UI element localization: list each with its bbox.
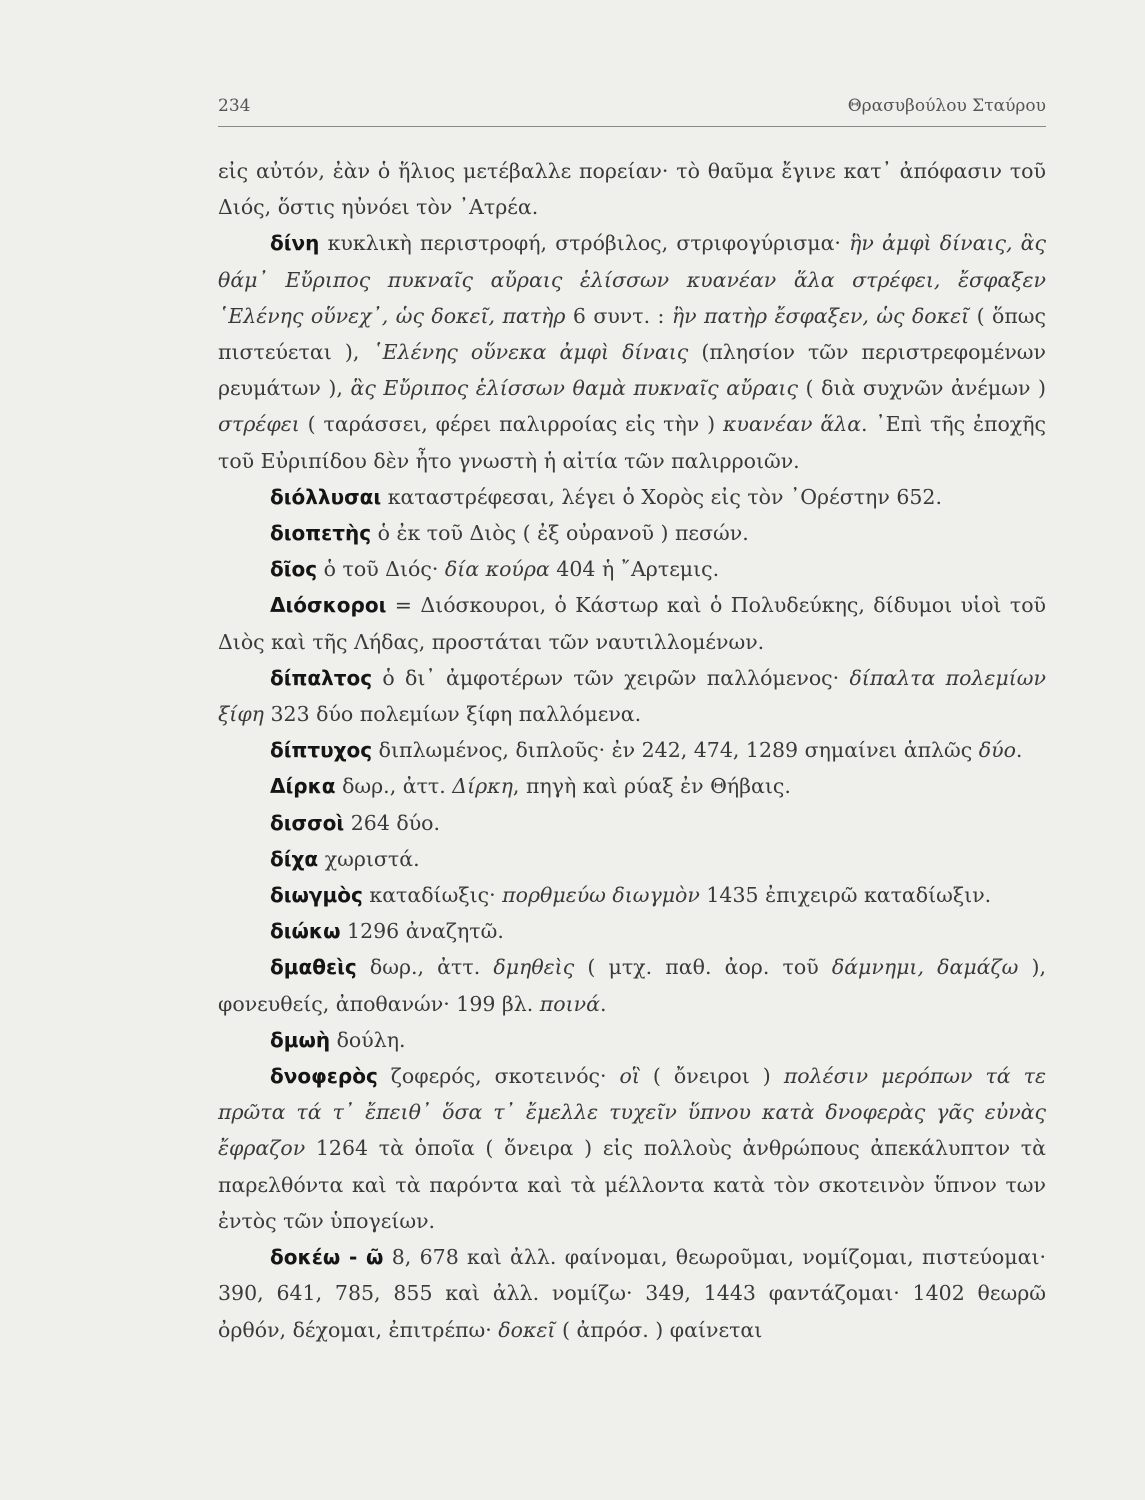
entry-headword: Διόσκοροι bbox=[270, 593, 387, 618]
entry-text: 8, 678 καὶ ἀλλ. φαίνομαι, θεωροῦμαι, νομίζομαι, πιστεύομαι· 390, 641, 785, 855 καὶ ἀλλ. νομίζω· 349, 1443 φαντάζομαι· 1402 θεωρῶ ὀρθόν, δέχομαι, ἐπιτρέπω· bbox=[218, 1245, 1046, 1342]
quoted-verse: δία κούρα bbox=[444, 557, 550, 582]
entry-text: δωρ., ἀττ. bbox=[335, 774, 453, 799]
entry-text: ὁ δι᾽ ἀμφοτέρων τῶν χειρῶν παλλόμενος· bbox=[372, 665, 850, 690]
entry-text: καταδίωξις· bbox=[362, 883, 503, 908]
entry-text: κυκλικὴ περιστροφή, στρόβιλος, στριφογύρισμα· bbox=[319, 231, 850, 256]
glossary-entry bbox=[218, 225, 1046, 478]
glossary-entry bbox=[218, 587, 1046, 659]
entry-text: ζοφερός, σκοτεινός· bbox=[377, 1064, 620, 1089]
entry-headword: δισσοὶ bbox=[270, 810, 345, 835]
page-number: 234 bbox=[218, 96, 251, 116]
entry-text: διπλωμένος, διπλοῦς· ἐν 242, 474, 1289 σημαίνει ἁπλῶς bbox=[372, 738, 979, 763]
entry-headword: δνοφερὸς bbox=[270, 1064, 378, 1089]
entry-text: ( ὅπως πιστεύεται ), bbox=[218, 303, 1046, 365]
entry-text: ( ταράσσει, φέρει παλιρροίας εἰς τὴν ) bbox=[299, 412, 723, 437]
glossary-entry bbox=[218, 660, 1046, 732]
glossary-entry bbox=[218, 768, 1046, 804]
glossary-entry bbox=[218, 479, 1046, 515]
header-rule bbox=[218, 126, 1046, 127]
entry-text: ( μτχ. παθ. ἀορ. τοῦ bbox=[574, 955, 832, 980]
entry-text: 1296 ἀναζητῶ. bbox=[340, 919, 504, 944]
entry-text: . ᾽Επὶ τῆς ἐποχῆς τοῦ Εὐριπίδου δὲν ἦτο γνωστὴ ἡ αἰτία τῶν παλιρροιῶν. bbox=[218, 412, 1046, 473]
entry-headword: Δίρκα bbox=[270, 774, 336, 799]
quoted-verse: δάμνημι, δαμάζω bbox=[831, 955, 1019, 980]
entry-text: , πηγὴ καὶ ρύαξ ἐν Θήβαις. bbox=[512, 774, 791, 799]
entry-text: 264 δύο. bbox=[344, 810, 441, 835]
entry-text: ὁ τοῦ Διός· bbox=[317, 557, 445, 582]
entry-text: . bbox=[1015, 738, 1023, 763]
entry-text: εἰς αὐτόν, ἐὰν ὁ ἥλιος μετέβαλλε πορείαν· τὸ θαῦμα ἔγινε κατ᾽ ἀπόφασιν τοῦ Διός, ὅστις ηὐνόει τὸν ᾽Ατρέα. bbox=[218, 159, 1046, 220]
entry-text: 6 συντ. : bbox=[565, 303, 672, 328]
entry-headword: διοπετὴς bbox=[270, 521, 372, 546]
quoted-verse: ἣν πατὴρ ἔσφαξεν, ὡς δοκεῖ bbox=[671, 303, 970, 328]
entry-headword: δίπτυχος bbox=[270, 738, 373, 763]
quoted-verse: ἃς Εὔριπος ἑλίσσων θαμὰ πυκναῖς αὔραις bbox=[350, 376, 798, 401]
quoted-verse: Δίρκη bbox=[452, 774, 513, 799]
quoted-verse: πορθμεύω διωγμὸν bbox=[502, 883, 700, 908]
entry-text: (πλησίον τῶν περιστρεφομένων ρευμάτων ), bbox=[218, 340, 1046, 401]
entry-text: ( ὄνειροι ) bbox=[639, 1064, 784, 1089]
glossary-entry bbox=[218, 949, 1046, 1021]
glossary-entry bbox=[218, 551, 1046, 587]
quoted-verse: κυανέαν ἅλα bbox=[722, 412, 862, 437]
entry-text: 1264 τὰ ὁποῖα ( ὄνειρα ) εἰς πολλοὺς ἀνθρώπους ἀπεκάλυπτον τὰ παρελθόντα καὶ τὰ παρόντα καὶ τὰ μέλλοντα κατὰ τὸν σκοτεινὸν ὕπνον των ἐντὸς τῶν ὑπογείων. bbox=[218, 1136, 1046, 1233]
entry-headword: δμωὴ bbox=[270, 1027, 331, 1052]
entry-text: . bbox=[599, 991, 607, 1016]
entry-headword: δίπαλτος bbox=[270, 665, 373, 690]
glossary-entry bbox=[218, 841, 1046, 877]
entry-text: χωριστά. bbox=[318, 846, 420, 871]
entry-text: ὁ ἐκ τοῦ Διὸς ( ἐξ οὐρανοῦ ) πεσών. bbox=[371, 521, 749, 546]
entry-headword: δοκέω - ῶ bbox=[270, 1245, 384, 1270]
entry-text: 323 δύο πολεμίων ξίφη παλλόμενα. bbox=[263, 702, 642, 727]
entry-text: δωρ., ἀττ. bbox=[356, 955, 494, 980]
glossary-entry bbox=[218, 913, 1046, 949]
quoted-verse: δίπαλτα πολεμίων ξίφη bbox=[218, 665, 1046, 727]
quoted-verse: δύο bbox=[978, 738, 1016, 763]
quoted-verse: δοκεῖ bbox=[498, 1317, 556, 1342]
glossary-entry bbox=[218, 1058, 1046, 1239]
entry-text: 404 ἡ ῎Αρτεμις. bbox=[549, 557, 720, 582]
entry-headword: διωγμὸς bbox=[270, 883, 363, 908]
entry-text: ( ἀπρόσ. ) φαίνεται bbox=[555, 1317, 763, 1342]
running-header-author: Θρασυβούλου Σταύρου bbox=[847, 96, 1046, 116]
entry-text: καταστρέφεσαι, λέγει ὁ Χορὸς εἰς τὸν ᾽Ορέστην 652. bbox=[381, 484, 942, 509]
entry-text: ( διὰ συχνῶν ἀνέμων ) bbox=[797, 376, 1046, 401]
quoted-verse: ῾Ελένης οὕνεκα ἀμφὶ δίναις bbox=[372, 340, 689, 365]
glossary-entry bbox=[218, 515, 1046, 551]
entry-headword: διόλλυσαι bbox=[270, 484, 382, 509]
quoted-verse: πολέσιν μερόπων τά τε πρῶτα τά τ᾽ ἔπειθ᾽ ὅσα τ᾽ ἔμελλε τυχεῖν ὕπνου κατὰ δνοφερὰς γᾶς εὐνὰς ἔφραζον bbox=[218, 1064, 1046, 1161]
entry-headword: δίνη bbox=[270, 231, 320, 256]
entry-text: = Διόσκουροι, ὁ Κάστωρ καὶ ὁ Πολυδεύκης, δίδυμοι υἱοὶ τοῦ Διὸς καὶ τῆς Λήδας, προστάται τῶν ναυτιλλομένων. bbox=[218, 593, 1046, 654]
entry-continuation bbox=[218, 153, 1046, 225]
entry-text: 1435 ἐπιχειρῶ καταδίωξιν. bbox=[699, 883, 992, 908]
entry-headword: δμαθεὶς bbox=[270, 955, 357, 980]
entry-headword: δῖος bbox=[270, 557, 318, 582]
quoted-verse: ἣν ἀμφὶ δίναις, ἃς θάμ᾽ Εὔριπος πυκναῖς αὔραις ἑλίσσων κυανέαν ἅλα στρέφει, ἔσφαξεν ῾Ελένης οὕνεχ᾽, ὡς δοκεῖ, πατὴρ bbox=[218, 231, 1046, 328]
entry-text: ), φονευθείς, ἀποθανών· 199 βλ. bbox=[218, 955, 1047, 1016]
quoted-verse: οἳ bbox=[619, 1064, 640, 1089]
dictionary-text bbox=[218, 153, 1046, 1348]
quoted-verse: στρέφει bbox=[218, 412, 300, 437]
entry-text: δούλη. bbox=[330, 1027, 406, 1052]
quoted-verse: δμηθεὶς bbox=[493, 955, 575, 980]
glossary-entry bbox=[218, 732, 1046, 768]
entry-headword: δίχα bbox=[270, 846, 319, 871]
running-header bbox=[218, 96, 1046, 122]
glossary-entry bbox=[218, 877, 1046, 913]
glossary-entry bbox=[218, 1239, 1046, 1348]
quoted-verse: ποινά bbox=[539, 991, 600, 1016]
glossary-entry bbox=[218, 1022, 1046, 1058]
glossary-entry bbox=[218, 805, 1046, 841]
entry-headword: διώκω bbox=[270, 919, 341, 944]
